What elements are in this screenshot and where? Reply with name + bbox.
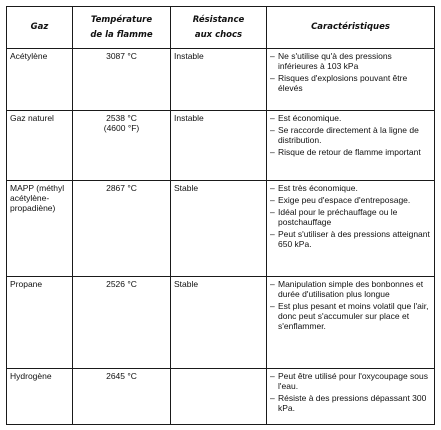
- list-item: – Est très économique.: [270, 183, 431, 193]
- list-item: – Exige peu d'espace d'entreposage.: [270, 195, 431, 205]
- list-item: – Peut s'utiliser à des pressions atteignant 650 kPa.: [270, 229, 431, 249]
- characteristics-cell: [267, 111, 435, 181]
- flame-temperature-cell: [73, 49, 171, 111]
- header-resistance-line2: aux chocs: [194, 29, 243, 40]
- header-temperature-line2: de la flamme: [90, 29, 153, 40]
- header-row: [7, 7, 435, 49]
- characteristics-cell: [267, 181, 435, 277]
- flame-temperature-cell: [73, 111, 171, 181]
- header-temperature-line1: Température: [90, 14, 153, 25]
- header-temperature: [73, 7, 171, 49]
- shock-resistance-cell: Stable: [171, 181, 267, 277]
- gas-name-cell: Acétylène: [7, 49, 73, 111]
- list-item: – Est économique.: [270, 113, 431, 123]
- characteristics-cell: [267, 369, 435, 425]
- table-row: [7, 49, 435, 111]
- list-item: – Risque de retour de flamme important: [270, 147, 431, 157]
- gas-name-cell: Gaz naturel: [7, 111, 73, 181]
- shock-resistance-cell: Instable: [171, 49, 267, 111]
- table-row: [7, 181, 435, 277]
- characteristics-cell: [267, 49, 435, 111]
- shock-resistance-cell: Stable: [171, 277, 267, 369]
- list-item: – Manipulation simple des bonbonnes et durée d'utilisation plus longue: [270, 279, 431, 299]
- gas-comparison-table: [6, 6, 435, 425]
- header-gaz: [7, 7, 73, 49]
- list-item: – Se raccorde directement à la ligne de distribution.: [270, 125, 431, 145]
- shock-resistance-cell: Instable: [171, 111, 267, 181]
- characteristics-list: [270, 279, 431, 331]
- flame-temperature: 2526 °C: [106, 279, 137, 289]
- header-gaz-label: Gaz: [30, 22, 49, 32]
- flame-temperature-cell: [73, 181, 171, 277]
- characteristics-list: [270, 371, 431, 413]
- list-item: – Est plus pesant et moins volatil que l'air, donc peut s'accumuler sur place et s'enflammer.: [270, 301, 431, 331]
- table-row: [7, 369, 435, 425]
- shock-resistance-cell: [171, 369, 267, 425]
- flame-temperature: 3087 °C: [106, 51, 137, 61]
- header-resistance-line1: Résistance: [192, 14, 245, 25]
- gas-name-cell: Propane: [7, 277, 73, 369]
- gas-name-cell: Hydrogène: [7, 369, 73, 425]
- list-item: – Idéal pour le préchauffage ou le postchauffage: [270, 207, 431, 227]
- list-item: – Résiste à des pressions dépassant 300 kPa.: [270, 393, 431, 413]
- flame-temperature: 2538 °C: [106, 113, 137, 123]
- characteristics-list: [270, 113, 431, 157]
- header-characteristics: [267, 7, 435, 49]
- flame-temperature: 2867 °C: [106, 183, 137, 193]
- list-item: – Risques d'explosions pouvant être élevés: [270, 73, 431, 93]
- table-row: [7, 111, 435, 181]
- flame-temperature-cell: [73, 369, 171, 425]
- characteristics-list: [270, 183, 431, 249]
- characteristics-list: [270, 51, 431, 93]
- flame-temperature: 2645 °C: [106, 371, 137, 381]
- list-item: – Ne s'utilise qu'à des pressions inférieures à 103 kPa: [270, 51, 431, 71]
- table-row: [7, 277, 435, 369]
- list-item: – Peut être utilisé pour l'oxycoupage sous l'eau.: [270, 371, 431, 391]
- header-resistance: [171, 7, 267, 49]
- flame-temperature-fahrenheit: (4600 °F): [103, 123, 140, 133]
- gas-name-cell: MAPP (méthyl acétylène-propadiène): [7, 181, 73, 277]
- header-characteristics-label: Caractéristiques: [311, 22, 390, 32]
- flame-temperature-cell: [73, 277, 171, 369]
- characteristics-cell: [267, 277, 435, 369]
